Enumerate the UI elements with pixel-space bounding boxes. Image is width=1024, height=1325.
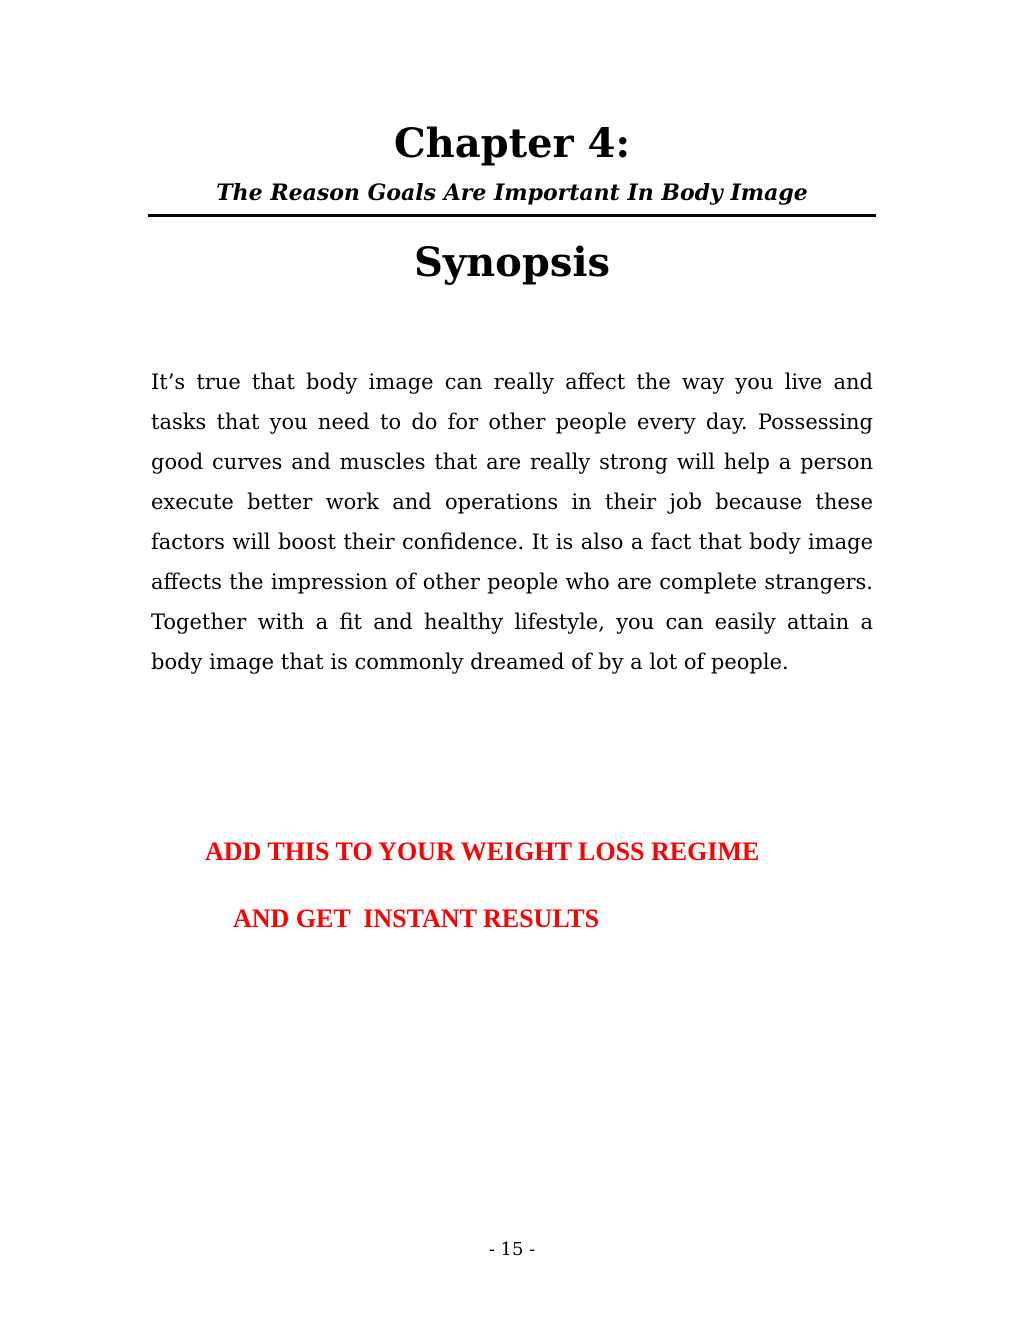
promo-line-2: AND GET INSTANT RESULTS (233, 904, 600, 933)
chapter-subtitle: The Reason Goals Are Important In Body Image (216, 180, 808, 206)
synopsis-paragraph: It’s true that body image can really affect the way you live and tasks that you need to do for other people every day. Possessing good curves and muscles that are really strong will help a person execute better work and operations in their job because these factors will boost their confidence. It is also a fact that body image affects the impression of other people who are complete strangers. Together with a fit and healthy lifestyle, you can easily attain a body image that is commonly dreamed of by a lot of people. (151, 370, 873, 674)
heading-divider (148, 214, 876, 217)
promo-line-1: ADD THIS TO YOUR WEIGHT LOSS REGIME (205, 837, 760, 866)
chapter-title: Chapter 4: (393, 120, 631, 167)
page-number: - 15 - (488, 1239, 536, 1260)
synopsis-heading: Synopsis (413, 239, 611, 286)
